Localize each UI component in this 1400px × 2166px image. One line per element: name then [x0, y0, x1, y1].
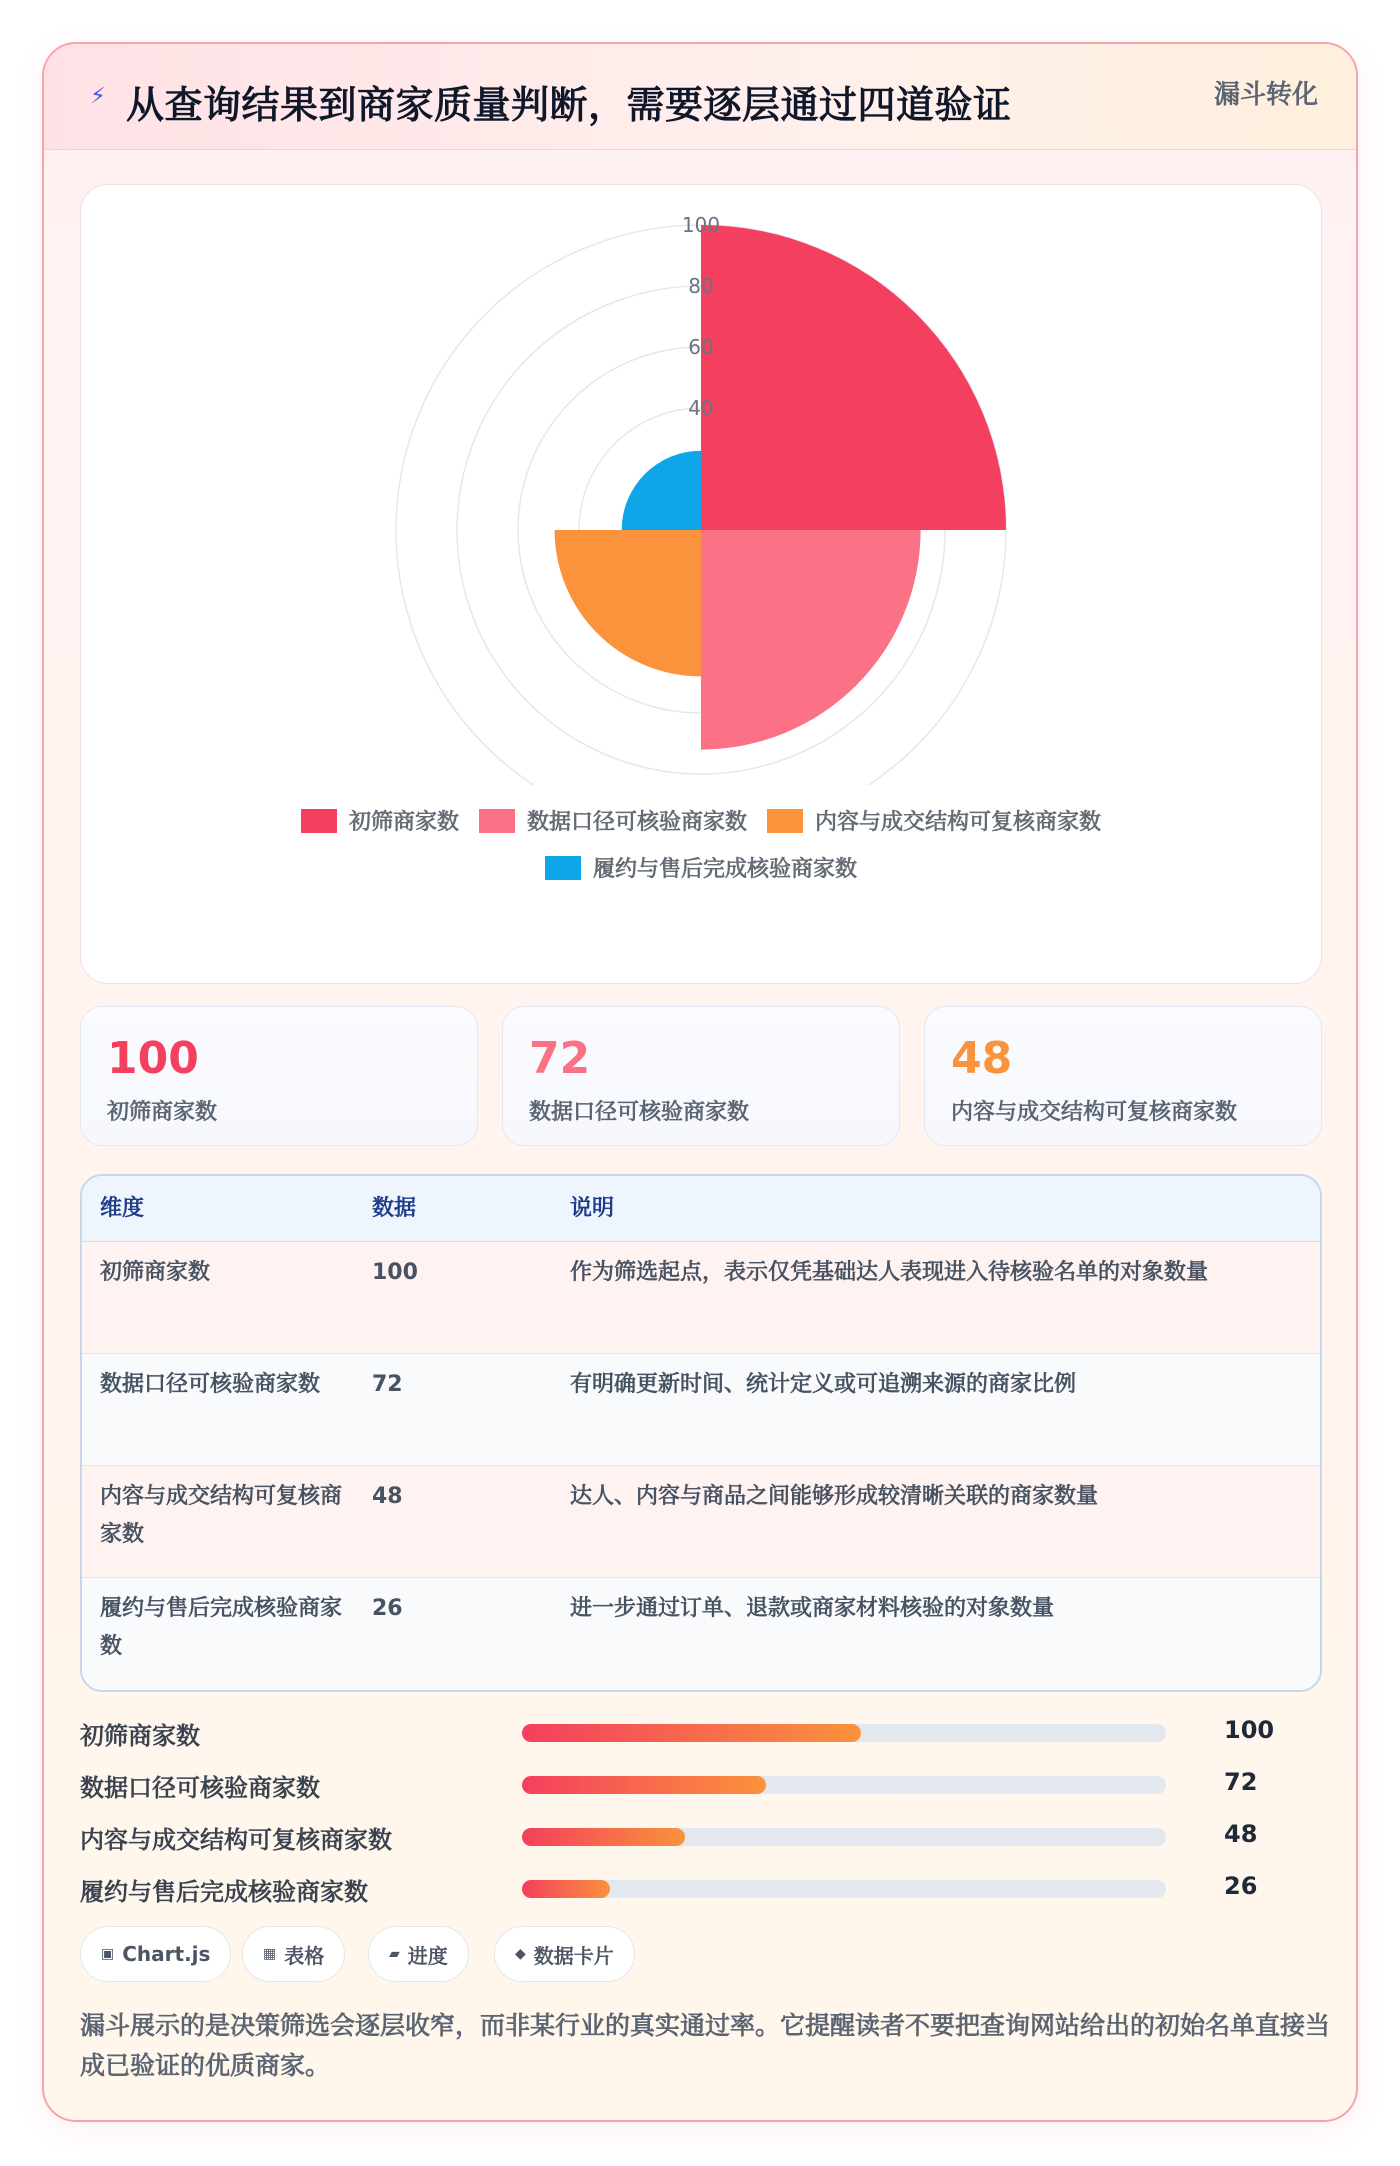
table-cell-value: 72	[372, 1372, 403, 1397]
pill-label: 表格	[284, 1943, 325, 1968]
legend-swatch	[545, 856, 581, 880]
table-cell-dimension: 数据口径可核验商家数	[100, 1372, 321, 1397]
legend-label: 数据口径可核验商家数	[526, 810, 747, 835]
progress-icon: ▰	[389, 1946, 400, 1962]
table-cell-description: 进一步通过订单、退款或商家材料核验的对象数量	[570, 1596, 1055, 1621]
lightning-icon: ⚡	[90, 84, 106, 109]
polar-tick-label: 100	[681, 213, 721, 237]
polar-area-chart	[80, 184, 1322, 984]
progress-label: 履约与售后完成核验商家数	[80, 1878, 368, 1906]
chart-legend	[81, 805, 1321, 883]
polar-wedge	[622, 451, 701, 530]
table-cell-dimension: 内容与成交结构可复核商家数	[100, 1484, 343, 1547]
tag-chartjs[interactable]	[80, 1926, 231, 1982]
progress-track	[522, 1880, 1166, 1898]
polar-tick-label: 60	[688, 335, 714, 359]
stat-value: 100	[107, 1033, 199, 1084]
progress-fill	[522, 1828, 685, 1846]
stat-label: 数据口径可核验商家数	[529, 1100, 750, 1125]
legend-label: 初筛商家数	[348, 810, 459, 835]
progress-value: 100	[1224, 1716, 1275, 1744]
table-row	[82, 1466, 1320, 1578]
polar-wedge	[555, 530, 701, 676]
progress-track	[522, 1724, 1166, 1742]
progress-track	[522, 1776, 1166, 1794]
table-header-data: 数据	[372, 1196, 417, 1221]
stat-value: 48	[951, 1033, 1013, 1084]
table-icon: ▦	[263, 1946, 277, 1962]
stat-card	[80, 1006, 478, 1146]
chart-icon: ▣	[101, 1946, 115, 1962]
table-header-description: 说明	[570, 1196, 615, 1221]
progress-fill	[522, 1724, 861, 1742]
polar-chart-svg	[81, 185, 1323, 785]
funnel-card	[42, 42, 1358, 2122]
card-tag: 漏斗转化	[1213, 80, 1318, 110]
progress-fill	[522, 1776, 766, 1794]
legend-item[interactable]	[301, 805, 459, 836]
card-title: 从查询结果到商家质量判断，需要逐层通过四道验证	[126, 83, 1012, 127]
stat-label: 初筛商家数	[107, 1100, 218, 1125]
table-cell-value: 100	[372, 1260, 418, 1285]
tag-progress[interactable]	[368, 1926, 469, 1982]
table-cell-description: 作为筛选起点，表示仅凭基础达人表现进入待核验名单的对象数量	[570, 1260, 1209, 1285]
table-row	[82, 1578, 1320, 1692]
table-cell-dimension: 初筛商家数	[100, 1260, 211, 1285]
tag-data-card[interactable]	[494, 1926, 635, 1982]
table-row	[82, 1242, 1320, 1354]
tag-table[interactable]	[242, 1926, 345, 1982]
footnote: 漏斗展示的是决策筛选会逐层收窄，而非某行业的真实通过率。它提醒读者不要把查询网站给出的初始名单直接当成已验证的优质商家。	[80, 2011, 1331, 2080]
legend-item[interactable]	[479, 805, 747, 836]
table-cell-description: 达人、内容与商品之间能够形成较清晰关联的商家数量	[570, 1484, 1099, 1509]
stat-label: 内容与成交结构可复核商家数	[951, 1100, 1238, 1125]
progress-label: 初筛商家数	[80, 1722, 200, 1750]
legend-swatch	[767, 809, 803, 833]
data-card-icon: ◆	[515, 1946, 526, 1962]
pill-label: 数据卡片	[533, 1943, 614, 1968]
polar-tick-label: 40	[688, 396, 714, 420]
stat-card	[502, 1006, 900, 1146]
polar-wedge	[701, 530, 921, 750]
polar-tick-label: 80	[688, 274, 714, 298]
progress-fill	[522, 1880, 610, 1898]
progress-label: 内容与成交结构可复核商家数	[80, 1826, 392, 1854]
table-cell-value: 26	[372, 1596, 403, 1621]
progress-row	[80, 1868, 1322, 1908]
data-table	[80, 1174, 1322, 1692]
table-header-dimension: 维度	[100, 1196, 145, 1221]
legend-label: 内容与成交结构可复核商家数	[815, 810, 1102, 835]
table-row	[82, 1354, 1320, 1466]
progress-row	[80, 1816, 1322, 1856]
progress-value: 72	[1224, 1768, 1258, 1796]
progress-value: 26	[1224, 1872, 1258, 1900]
progress-row	[80, 1712, 1322, 1752]
table-header-row	[82, 1176, 1320, 1242]
legend-item[interactable]	[545, 852, 857, 883]
legend-label: 履约与售后完成核验商家数	[592, 857, 857, 882]
legend-swatch	[479, 809, 515, 833]
table-cell-value: 48	[372, 1484, 403, 1509]
card-header	[44, 44, 1356, 150]
pill-label: 进度	[407, 1943, 448, 1968]
progress-value: 48	[1224, 1820, 1258, 1848]
stat-card	[924, 1006, 1322, 1146]
progress-row	[80, 1764, 1322, 1804]
legend-item[interactable]	[767, 805, 1101, 836]
legend-swatch	[301, 809, 337, 833]
polar-wedge	[701, 225, 1006, 530]
progress-track	[522, 1828, 1166, 1846]
stat-value: 72	[529, 1033, 591, 1084]
progress-label: 数据口径可核验商家数	[80, 1774, 320, 1802]
pill-label: Chart.js	[122, 1942, 211, 1966]
table-cell-description: 有明确更新时间、统计定义或可追溯来源的商家比例	[570, 1372, 1077, 1397]
table-cell-dimension: 履约与售后完成核验商家数	[100, 1596, 343, 1659]
